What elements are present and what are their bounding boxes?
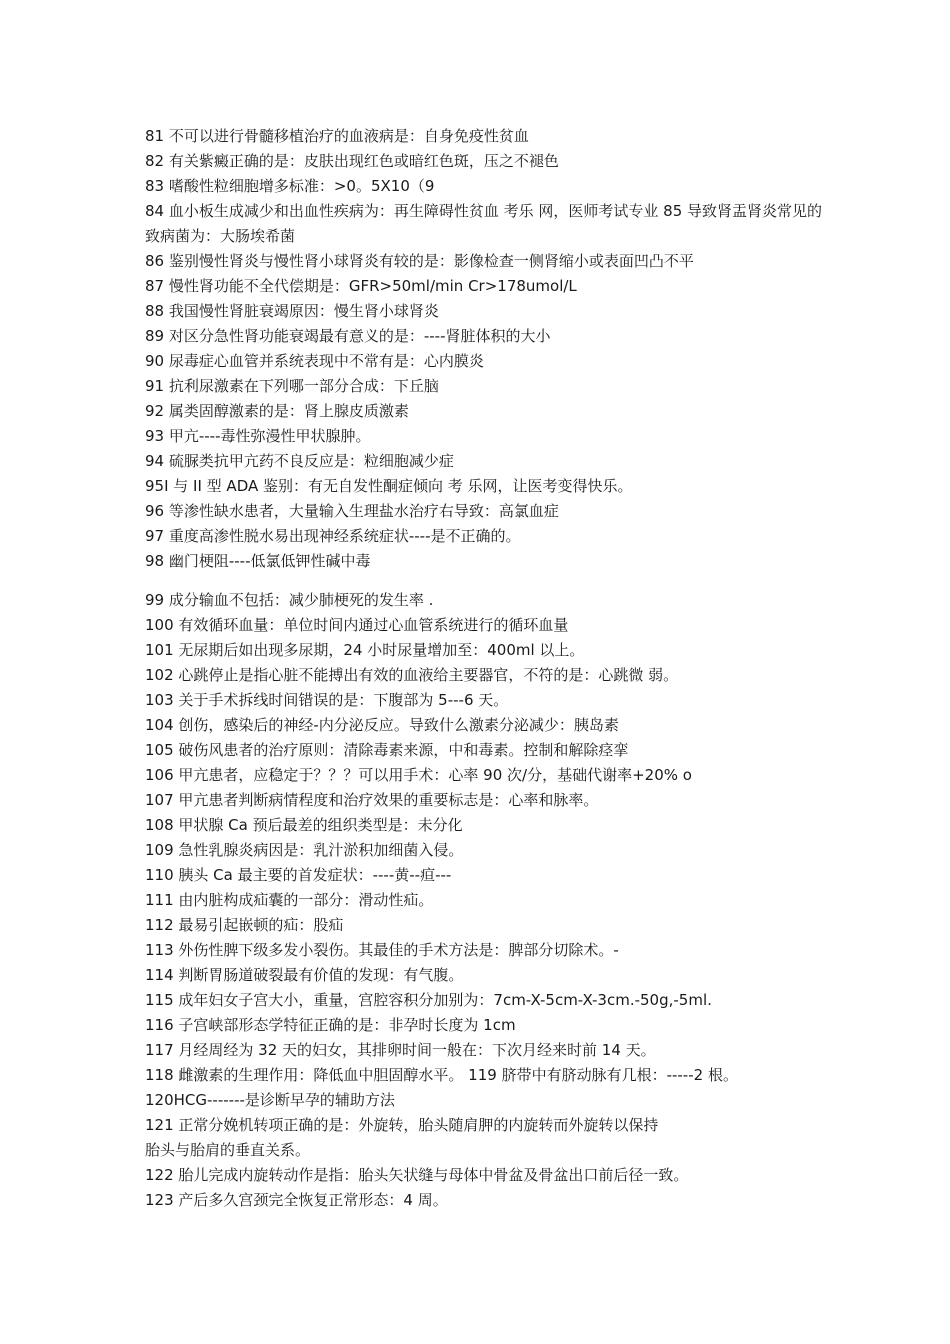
text-line-120: 120HCG-------是诊断早孕的辅助方法 (145, 1091, 395, 1109)
text-line-118: 118 雌激素的生理作用：降低血中胆固醇水平。 119 脐带中有脐动脉有几根：-----2 根。 (145, 1066, 738, 1084)
text-line-97: 97 重度高渗性脱水易出现神经系统症状----是不正确的。 (145, 527, 521, 545)
text-line-93: 93 甲亢----毒性弥漫性甲状腺肿。 (145, 427, 371, 445)
text-line-109: 109 急性乳腺炎病因是：乳汁淤积加细菌入侵。 (145, 841, 464, 859)
text-line-87: 87 慢性肾功能不全代偿期是：GFR>50ml/min Cr>178umol/L (145, 277, 577, 295)
text-line-96: 96 等渗性缺水患者，大量输入生理盐水治疗右导致：高氯血症 (145, 502, 559, 520)
text-line-121: 121 正常分娩机转项正确的是：外旋转，胎头随肩胛的内旋转而外旋转以保持 (145, 1116, 659, 1134)
text-line-100: 100 有效循环血量：单位时间内通过心血管系统进行的循环血量 (145, 616, 569, 634)
document-body (145, 124, 825, 1213)
text-line-115: 115 成年妇女子宫大小，重量，宫腔容积分加别为：7cm-X-5cm-X-3cm.-50g,-5ml. (145, 991, 712, 1009)
text-line-107: 107 甲亢患者判断病情程度和治疗效果的重要标志是：心率和脉率。 (145, 791, 599, 809)
text-line-116: 116 子宫峡部形态学特征正确的是：非孕时长度为 1cm (145, 1016, 516, 1034)
text-line-105: 105 破伤风患者的治疗原则：清除毒素来源，中和毒素。控制和解除痉挛 (145, 741, 629, 759)
text-line-82: 82 有关紫癜正确的是：皮肤出现红色或暗红色斑，压之不褪色 (145, 152, 559, 170)
text-line-99: 99 成分输血不包括：减少肺梗死的发生率 . (145, 591, 434, 609)
text-line-90: 90 尿毒症心血管并系统表现中不常有是：心内膜炎 (145, 352, 484, 370)
text-line-122: 122 胎儿完成内旋转动作是指：胎头矢状缝与母体中骨盆及骨盆出口前后径一致。 (145, 1166, 689, 1184)
text-line-123: 123 产后多久宫颈完全恢复正常形态：4 周。 (145, 1191, 448, 1209)
text-line-113: 113 外伤性脾下级多发小裂伤。其最佳的手术方法是：脾部分切除术。- (145, 941, 619, 959)
text-line-102: 102 心跳停止是指心脏不能搏出有效的血液给主要器官，不符的是：心跳微 弱。 (145, 666, 679, 684)
text-line-88: 88 我国慢性肾脏衰竭原因：慢生肾小球肾炎 (145, 302, 439, 320)
text-line-81: 81 不可以进行骨髓移植治疗的血液病是：自身免疫性贫血 (145, 127, 529, 145)
text-line-95: 95I 与 II 型 ADA 鉴别：有无自发性酮症倾向 考 乐网，让医考变得快乐。 (145, 477, 633, 495)
text-line-103: 103 关于手术拆线时间错误的是：下腹部为 5---6 天。 (145, 691, 509, 709)
text-line-121-cont: 胎头与胎肩的垂直关系。 (145, 1141, 311, 1159)
text-line-83: 83 嗜酸性粒细胞增多标准：>0。5X10（9 (145, 177, 435, 195)
text-line-86: 86 鉴别慢性肾炎与慢性肾小球肾炎有较的是：影像检查一侧肾缩小或表面凹凸不平 (145, 252, 694, 270)
paragraph-gap (145, 574, 825, 588)
text-line-101: 101 无尿期后如出现多尿期，24 小时尿量增加至：400ml 以上。 (145, 641, 585, 659)
text-line-114: 114 判断胃肠道破裂最有价值的发现：有气腹。 (145, 966, 464, 984)
text-line-92: 92 属类固醇激素的是：肾上腺皮质激素 (145, 402, 409, 420)
text-line-106: 106 甲亢患者，应稳定于？？？可以用手术：心率 90 次/分，基础代谢率+20% o (145, 766, 692, 784)
text-line-104: 104 创伤，感染后的神经-内分泌反应。导致什么激素分泌减少：胰岛素 (145, 716, 619, 734)
text-line-110: 110 胰头 Ca 最主要的首发症状：----黄--疸--- (145, 866, 452, 884)
text-line-89: 89 对区分急性肾功能衰竭最有意义的是：----肾脏体积的大小 (145, 327, 551, 345)
text-line-112: 112 最易引起嵌顿的疝：股疝 (145, 916, 344, 934)
text-line-111: 111 由内脏构成疝囊的一部分：滑动性疝。 (145, 891, 434, 909)
text-line-94: 94 硫脲类抗甲亢药不良反应是：粒细胞减少症 (145, 452, 454, 470)
text-line-91: 91 抗利尿激素在下列哪一部分合成：下丘脑 (145, 377, 439, 395)
text-line-98: 98 幽门梗阻----低氯低钾性碱中毒 (145, 552, 371, 570)
text-line-108: 108 甲状腺 Ca 预后最差的组织类型是：未分化 (145, 816, 463, 834)
text-line-117: 117 月经周经为 32 天的妇女，其排卵时间一般在：下次月经来时前 14 天。 (145, 1041, 656, 1059)
text-line-84: 84 血小板生成减少和出血性疾病为：再生障碍性贫血 考乐 网，医师考试专业 85 导致肾盂肾炎常见的致病菌为：大肠埃希菌 (145, 202, 823, 245)
